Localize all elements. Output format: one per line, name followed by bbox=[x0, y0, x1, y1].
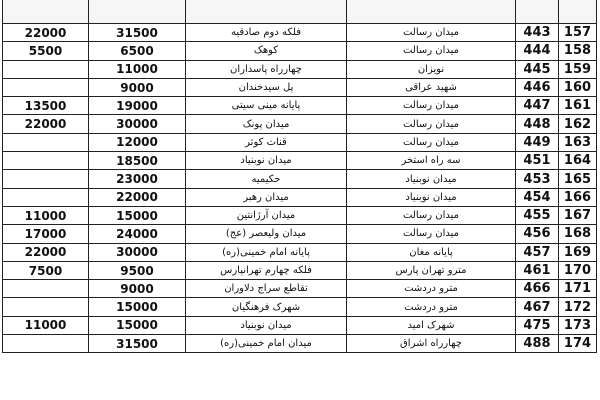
table-row bbox=[3, 152, 597, 170]
row-number-cell: 165 bbox=[559, 170, 597, 188]
origin-cell: پایانه مغان bbox=[347, 243, 516, 261]
destination-cell: تقاطع سراج دلاوران bbox=[186, 280, 347, 298]
line-number-cell: 451 bbox=[516, 152, 559, 170]
fare-2-cell: 22000 bbox=[3, 24, 89, 42]
fare-2-cell bbox=[3, 152, 89, 170]
destination-cell: حکیمیه bbox=[186, 170, 347, 188]
row-number-cell: 166 bbox=[559, 188, 597, 206]
fare-2-cell bbox=[3, 188, 89, 206]
row-number-cell: 161 bbox=[559, 97, 597, 115]
header-row-number bbox=[559, 0, 597, 24]
origin-cell: مترو تهران پارس bbox=[347, 261, 516, 279]
header-row bbox=[3, 0, 597, 24]
fare-1-cell: 30000 bbox=[89, 115, 186, 133]
origin-cell: میدان رسالت bbox=[347, 115, 516, 133]
table-row bbox=[3, 335, 597, 353]
destination-cell: پایانه امام خمینی(ره) bbox=[186, 243, 347, 261]
header-fare-2 bbox=[3, 0, 89, 24]
table-row bbox=[3, 280, 597, 298]
fare-table bbox=[2, 0, 597, 353]
fare-1-cell: 23000 bbox=[89, 170, 186, 188]
origin-cell: مترو دردشت bbox=[347, 298, 516, 316]
table-row bbox=[3, 225, 597, 243]
row-number-cell: 164 bbox=[559, 152, 597, 170]
row-number-cell: 163 bbox=[559, 133, 597, 151]
table-row bbox=[3, 60, 597, 78]
row-number-cell: 174 bbox=[559, 335, 597, 353]
origin-cell: میدان رسالت bbox=[347, 42, 516, 60]
line-number-cell: 446 bbox=[516, 78, 559, 96]
line-number-cell: 456 bbox=[516, 225, 559, 243]
fare-1-cell: 9000 bbox=[89, 280, 186, 298]
destination-cell: میدان امام خمینی(ره) bbox=[186, 335, 347, 353]
fare-2-cell: 13500 bbox=[3, 97, 89, 115]
table-row bbox=[3, 42, 597, 60]
destination-cell: میدان رهبر bbox=[186, 188, 347, 206]
fare-2-cell: 5500 bbox=[3, 42, 89, 60]
table-row bbox=[3, 115, 597, 133]
line-number-cell: 454 bbox=[516, 188, 559, 206]
fare-2-cell bbox=[3, 298, 89, 316]
fare-1-cell: 11000 bbox=[89, 60, 186, 78]
fare-2-cell bbox=[3, 60, 89, 78]
fare-2-cell: 22000 bbox=[3, 243, 89, 261]
origin-cell: میدان رسالت bbox=[347, 97, 516, 115]
line-number-cell: 445 bbox=[516, 60, 559, 78]
line-number-cell: 461 bbox=[516, 261, 559, 279]
destination-cell: شهرک فرهنگیان bbox=[186, 298, 347, 316]
line-number-cell: 466 bbox=[516, 280, 559, 298]
fare-1-cell: 19000 bbox=[89, 97, 186, 115]
table-row bbox=[3, 316, 597, 334]
fare-1-cell: 18500 bbox=[89, 152, 186, 170]
destination-cell: فلکه دوم صادقیه bbox=[186, 24, 347, 42]
fare-1-cell: 15000 bbox=[89, 316, 186, 334]
origin-cell: میدان نوبنیاد bbox=[347, 188, 516, 206]
table-row bbox=[3, 206, 597, 224]
fare-1-cell: 12000 bbox=[89, 133, 186, 151]
fare-1-cell: 24000 bbox=[89, 225, 186, 243]
origin-cell: شهید عراقی bbox=[347, 78, 516, 96]
origin-cell: میدان رسالت bbox=[347, 206, 516, 224]
fare-1-cell: 9000 bbox=[89, 78, 186, 96]
line-number-cell: 453 bbox=[516, 170, 559, 188]
header-origin bbox=[347, 0, 516, 24]
header-fare-1 bbox=[89, 0, 186, 24]
line-number-cell: 467 bbox=[516, 298, 559, 316]
table-row bbox=[3, 261, 597, 279]
fare-2-cell: 22000 bbox=[3, 115, 89, 133]
origin-cell: شهرک امید bbox=[347, 316, 516, 334]
origin-cell: میدان رسالت bbox=[347, 24, 516, 42]
row-number-cell: 159 bbox=[559, 60, 597, 78]
fare-1-cell: 6500 bbox=[89, 42, 186, 60]
row-number-cell: 157 bbox=[559, 24, 597, 42]
table-row bbox=[3, 188, 597, 206]
table-row bbox=[3, 24, 597, 42]
destination-cell: میدان ولیعصر (عج) bbox=[186, 225, 347, 243]
row-number-cell: 171 bbox=[559, 280, 597, 298]
fare-2-cell bbox=[3, 280, 89, 298]
line-number-cell: 455 bbox=[516, 206, 559, 224]
fare-2-cell: 17000 bbox=[3, 225, 89, 243]
line-number-cell: 448 bbox=[516, 115, 559, 133]
origin-cell: میدان رسالت bbox=[347, 225, 516, 243]
fare-1-cell: 30000 bbox=[89, 243, 186, 261]
fare-2-cell bbox=[3, 133, 89, 151]
fare-1-cell: 31500 bbox=[89, 335, 186, 353]
line-number-cell: 447 bbox=[516, 97, 559, 115]
fare-1-cell: 31500 bbox=[89, 24, 186, 42]
line-number-cell: 444 bbox=[516, 42, 559, 60]
row-number-cell: 160 bbox=[559, 78, 597, 96]
destination-cell: میدان آرژانتین bbox=[186, 206, 347, 224]
destination-cell: قنات کوثر bbox=[186, 133, 347, 151]
line-number-cell: 475 bbox=[516, 316, 559, 334]
fare-2-cell bbox=[3, 78, 89, 96]
fare-2-cell: 11000 bbox=[3, 206, 89, 224]
destination-cell: پایانه مینی سیتی bbox=[186, 97, 347, 115]
origin-cell: نویزان bbox=[347, 60, 516, 78]
row-number-cell: 158 bbox=[559, 42, 597, 60]
row-number-cell: 172 bbox=[559, 298, 597, 316]
line-number-cell: 488 bbox=[516, 335, 559, 353]
table-row bbox=[3, 243, 597, 261]
destination-cell: میدان پونک bbox=[186, 115, 347, 133]
fare-1-cell: 22000 bbox=[89, 188, 186, 206]
header-destination bbox=[186, 0, 347, 24]
line-number-cell: 443 bbox=[516, 24, 559, 42]
row-number-cell: 173 bbox=[559, 316, 597, 334]
fare-1-cell: 9500 bbox=[89, 261, 186, 279]
table-row bbox=[3, 298, 597, 316]
fare-2-cell bbox=[3, 170, 89, 188]
origin-cell: میدان رسالت bbox=[347, 133, 516, 151]
destination-cell: پل سیدخندان bbox=[186, 78, 347, 96]
row-number-cell: 162 bbox=[559, 115, 597, 133]
origin-cell: میدان نوبنیاد bbox=[347, 170, 516, 188]
destination-cell: چهارراه پاسداران bbox=[186, 60, 347, 78]
fare-1-cell: 15000 bbox=[89, 298, 186, 316]
destination-cell: میدان نوبنیاد bbox=[186, 316, 347, 334]
line-number-cell: 449 bbox=[516, 133, 559, 151]
fare-1-cell: 15000 bbox=[89, 206, 186, 224]
origin-cell: مترو دردشت bbox=[347, 280, 516, 298]
table-row bbox=[3, 133, 597, 151]
row-number-cell: 167 bbox=[559, 206, 597, 224]
table-row bbox=[3, 78, 597, 96]
row-number-cell: 168 bbox=[559, 225, 597, 243]
origin-cell: چهارراه اشراق bbox=[347, 335, 516, 353]
table-row bbox=[3, 97, 597, 115]
destination-cell: میدان نوبنیاد bbox=[186, 152, 347, 170]
row-number-cell: 169 bbox=[559, 243, 597, 261]
destination-cell: کوهک bbox=[186, 42, 347, 60]
origin-cell: سه راه استخر bbox=[347, 152, 516, 170]
fare-2-cell bbox=[3, 335, 89, 353]
row-number-cell: 170 bbox=[559, 261, 597, 279]
fare-2-cell: 7500 bbox=[3, 261, 89, 279]
table-row bbox=[3, 170, 597, 188]
destination-cell: فلکه چهارم تهرانپارس bbox=[186, 261, 347, 279]
line-number-cell: 457 bbox=[516, 243, 559, 261]
fare-2-cell: 11000 bbox=[3, 316, 89, 334]
header-line bbox=[516, 0, 559, 24]
